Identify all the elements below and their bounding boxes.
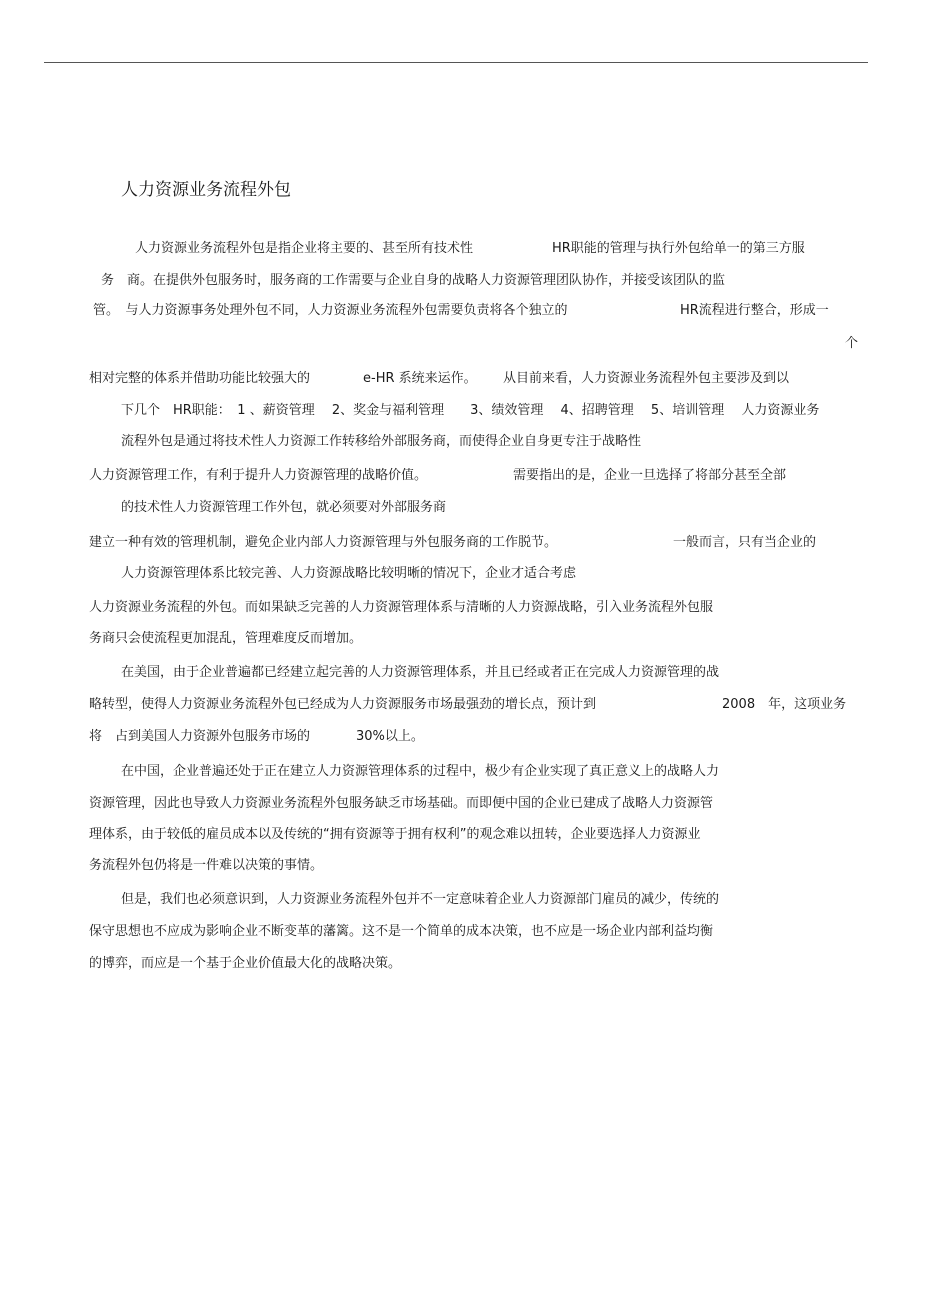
header-rule <box>44 62 868 63</box>
text-line: 下几个 HR职能： 1 、薪资管理 2、奖金与福利管理 3、绩效管理 4、招聘管理 5、培训管理 人力资源业务 <box>121 403 820 418</box>
text-line: 的技术性人力资源管理工作外包，就必须要对外部服务商 <box>121 500 447 515</box>
text-line: 一般而言，只有当企业的 <box>673 535 817 550</box>
text-line: 相对完整的体系并借助功能比较强大的 <box>89 371 311 386</box>
text-line: 个 <box>845 336 859 351</box>
text-line: 需要指出的是，企业一旦选择了将部分甚至全部 <box>513 468 787 483</box>
text-line: 务商只会使流程更加混乱，管理难度反而增加。 <box>89 631 363 646</box>
text-line: 资源管理，因此也导致人力资源业务流程外包服务缺乏市场基础。而即便中国的企业已建成了战略人力资源管 <box>89 796 714 811</box>
text-line: 略转型，使得人力资源业务流程外包已经成为人力资源服务市场最强劲的增长点，预计到 <box>89 697 597 712</box>
text-line: 将 占到美国人力资源外包服务市场的 <box>89 729 311 744</box>
text-line: 管。 与人力资源事务处理外包不同，人力资源业务流程外包需要负责将各个独立的 <box>93 303 568 318</box>
text-line: HR职能的管理与执行外包给单一的第三方服 <box>552 241 805 256</box>
text-line: e-HR 系统来运作。 <box>363 371 477 386</box>
text-line: 人力资源业务流程的外包。而如果缺乏完善的人力资源管理体系与清晰的人力资源战略，引入业务流程外包服 <box>89 600 714 615</box>
text-line: 建立一种有效的管理机制，避免企业内部人力资源管理与外包服务商的工作脱节。 <box>89 535 558 550</box>
text-line: HR流程进行整合，形成一 <box>680 303 829 318</box>
text-line: 人力资源业务流程外包是指企业将主要的、甚至所有技术性 <box>135 241 474 256</box>
text-line: 从目前来看，人力资源业务流程外包主要涉及到以 <box>503 371 790 386</box>
text-line: 理体系，由于较低的雇员成本以及传统的“拥有资源等于拥有权利”的观念难以扭转，企业要选择人力资源业 <box>89 827 701 842</box>
page-title: 人力资源业务流程外包 <box>121 180 291 200</box>
text-line: 在美国，由于企业普遍都已经建立起完善的人力资源管理体系，并且已经或者正在完成人力资源管理的战 <box>121 665 720 680</box>
text-line: 但是，我们也必须意识到，人力资源业务流程外包并不一定意味着企业人力资源部门雇员的减少，传统的 <box>121 892 720 907</box>
text-line: 的博弈，而应是一个基于企业价值最大化的战略决策。 <box>89 956 402 971</box>
text-line: 人力资源管理工作，有利于提升人力资源管理的战略价值。 <box>89 468 428 483</box>
text-line: 30%以上。 <box>356 729 424 744</box>
text-line: 流程外包是通过将技术性人力资源工作转移给外部服务商，而使得企业自身更专注于战略性 <box>121 434 642 449</box>
text-line: 在中国，企业普遍还处于正在建立人力资源管理体系的过程中，极少有企业实现了真正意义上的战略人力 <box>121 764 720 779</box>
text-line: 人力资源管理体系比较完善、人力资源战略比较明晰的情况下，企业才适合考虑 <box>121 566 577 581</box>
text-line: 2008 年，这项业务 <box>722 697 847 712</box>
text-line: 保守思想也不应成为影响企业不断变革的藩篱。这不是一个简单的成本决策，也不应是一场企业内部利益均衡 <box>89 924 714 939</box>
text-line: 务流程外包仍将是一件难以决策的事情。 <box>89 858 324 873</box>
text-line: 务 商。在提供外包服务时，服务商的工作需要与企业自身的战略人力资源管理团队协作，并接受该团队的监 <box>101 273 726 288</box>
